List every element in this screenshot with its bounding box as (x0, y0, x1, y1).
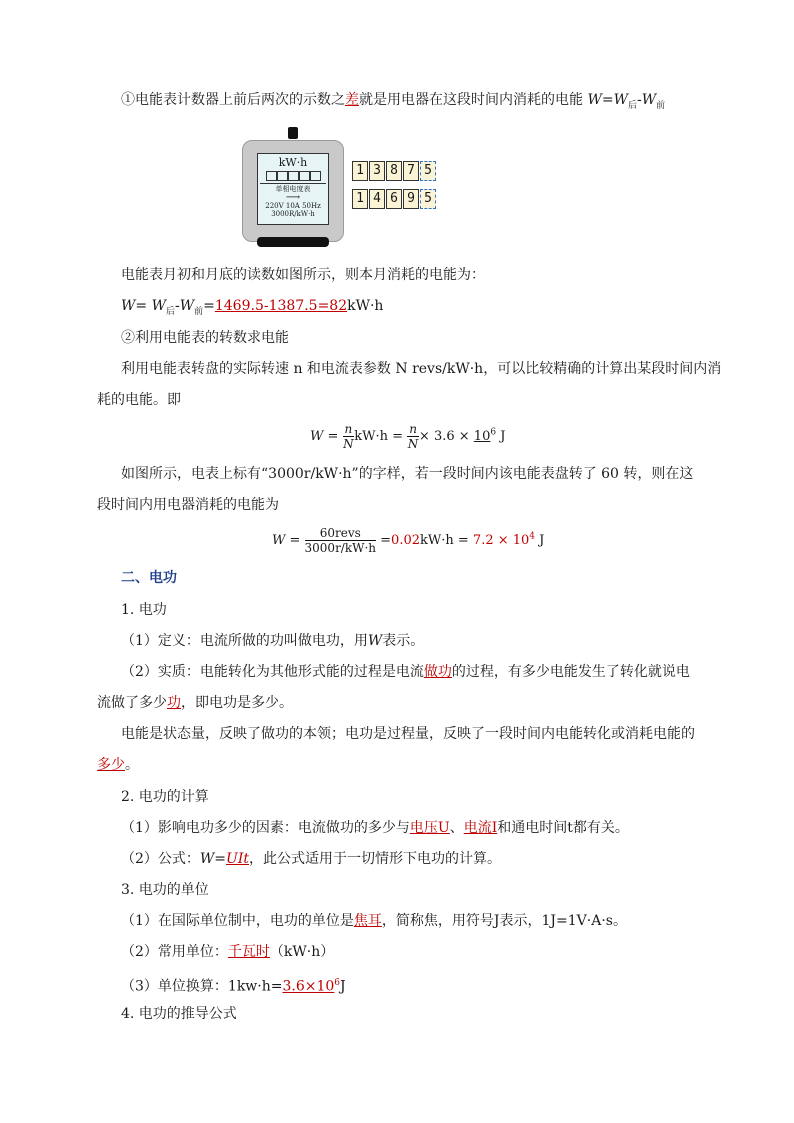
text: 10 (473, 429, 491, 444)
meter-unit: kW·h (278, 156, 308, 169)
formula: -W (636, 92, 657, 108)
text: ，简称焦，用符号J表示，1J=1V·A·s。 (381, 913, 627, 929)
fraction (407, 422, 419, 451)
paragraph: 电能表月初和月底的读数如图所示，则本月消耗的电能为： (121, 267, 485, 283)
meter-counter (258, 171, 328, 181)
essence-line (121, 662, 690, 682)
text: 就是用电器在这段时间内消耗的电能 (359, 92, 588, 108)
formula: W= (199, 851, 227, 867)
text: kW·h = (354, 429, 404, 444)
subscript: 后 (165, 306, 175, 317)
counter-cell (299, 171, 310, 181)
text: ①电能表计数器上前后两次的示数之 (121, 92, 345, 108)
text: J (340, 978, 346, 995)
subsection-heading: 2. 电功的计算 (121, 789, 209, 805)
fraction (343, 422, 355, 451)
subsection-heading: 3. 电功的单位 (121, 882, 209, 898)
digit: 1 (352, 189, 368, 209)
text: （2）常用单位： (121, 944, 228, 960)
paragraph: 如图所示，电表上标有“3000r/kW·h”的字样，若一段时间内该电能表盘转了 60 转，则在这 (121, 466, 694, 482)
electric-meter-illustration (242, 140, 344, 242)
subheading: ②利用电能表的转数求电能 (121, 330, 289, 346)
meter-face (257, 153, 329, 225)
unit-line (121, 911, 627, 931)
text: （1）影响电功多少的因素：电流做功的多少与 (121, 820, 410, 836)
text: 、 (449, 820, 464, 836)
subsection-heading: 1. 电功 (121, 602, 167, 618)
section-heading: 二、电功 (121, 570, 177, 586)
denominator: N (343, 437, 354, 451)
keyword: 3.6×10 (282, 978, 335, 995)
formula-line (121, 849, 501, 869)
numerator: n (344, 422, 353, 436)
conversion-line (121, 973, 346, 997)
text: （kW·h） (269, 944, 335, 960)
text: ，即电功是多少。 (181, 695, 293, 711)
meter-name: 单相电度表 (260, 183, 326, 194)
numerator: 60revs (305, 526, 376, 541)
superscript: 4 (529, 531, 536, 542)
keyword: 做功 (423, 664, 452, 680)
text: （2）实质：电能转化为其他形式能的过程是电流 (121, 664, 424, 680)
reading-end (352, 189, 437, 209)
denominator: 3000r/kW·h (304, 541, 376, 555)
text: × 3.6 × (418, 429, 470, 444)
text: = (380, 533, 392, 548)
unit: kW·h = (420, 533, 469, 548)
arrow-icon: ⟶ (285, 192, 301, 203)
text: 。 (125, 757, 139, 773)
digit: 9 (403, 189, 419, 209)
text: 流做了多少 (97, 695, 167, 711)
answer: 0.02 (391, 533, 420, 548)
subscript: 前 (656, 100, 666, 111)
subsection-heading: 4. 电功的推导公式 (121, 1006, 237, 1022)
formula: -W (174, 298, 195, 314)
digit: 8 (386, 161, 402, 181)
counter-cell (288, 171, 299, 181)
numerator: n (409, 422, 417, 436)
meter-spec: 3000R/kW·h (271, 210, 315, 218)
meter-spec: 220V 10A 50Hz (265, 202, 321, 210)
keyword: 电流I (463, 820, 498, 836)
subscript: 前 (194, 306, 204, 317)
paragraph-cont (97, 755, 139, 775)
text: （2）公式： (121, 851, 200, 867)
digit: 7 (403, 161, 419, 181)
text: （3）单位换算：1kw·h= (121, 978, 283, 995)
paragraph: 段时间内用电器消耗的电能为 (97, 497, 279, 513)
digit: 1 (352, 161, 368, 181)
keyword: 焦耳 (353, 913, 382, 929)
keyword: 功 (167, 695, 181, 711)
keyword: 千瓦时 (227, 944, 270, 960)
keyword: UIt (226, 851, 250, 867)
formula-example (272, 526, 544, 555)
paragraph-meter-difference (121, 90, 665, 116)
keyword-difference: 差 (345, 92, 359, 108)
factors-line (121, 818, 629, 838)
unit: kW·h (347, 298, 384, 314)
text: 和通电时间t都有关。 (497, 820, 629, 836)
calculation-answer: 1469.5-1387.5=82 (214, 298, 348, 314)
text: （1）在国际单位制中，电功的单位是 (121, 913, 354, 929)
text: ，此公式适用于一切情形下电功的计算。 (249, 851, 502, 867)
superscript: 6 (334, 978, 341, 988)
superscript: 6 (490, 427, 497, 438)
calculation-line (121, 296, 383, 322)
digit: 6 (386, 189, 402, 209)
digit: 3 (369, 161, 385, 181)
keyword: 多少 (97, 757, 125, 773)
digit-decimal: 5 (420, 161, 436, 181)
digit-decimal: 5 (420, 189, 436, 209)
formula: W = (310, 429, 339, 444)
denominator: N (407, 437, 419, 451)
paragraph: 耗的电能。即 (97, 392, 181, 408)
unit: J (539, 533, 545, 548)
text: （1）定义：电流所做的功叫做电功，用 (121, 633, 368, 649)
counter-cell (266, 171, 277, 181)
formula: W= W (121, 298, 166, 314)
text: 表示。 (382, 633, 425, 649)
common-unit-line (121, 942, 334, 962)
unit: J (500, 429, 506, 444)
fraction (305, 526, 376, 555)
counter-cell (277, 171, 288, 181)
text: = (203, 298, 215, 314)
formula: W = (272, 533, 301, 548)
paragraph: 电能是状态量，反映了做功的本领；电功是过程量，反映了一段时间内电能转化或消耗电能的 (121, 726, 695, 742)
text: 的过程，有多少电能发生了转化就说电 (451, 664, 690, 680)
digit: 4 (369, 189, 385, 209)
subscript: 后 (627, 100, 637, 111)
formula-revolutions (310, 422, 505, 451)
counter-cell (310, 171, 321, 181)
answer: 7.2 × 10 (472, 533, 530, 548)
formula: W=W (587, 92, 628, 108)
definition-line (121, 631, 424, 651)
essence-line-cont (97, 693, 293, 713)
meter-base (257, 237, 329, 247)
symbol: W (367, 633, 383, 649)
reading-start (352, 161, 437, 181)
paragraph: 利用电能表转盘的实际转速 n 和电流表参数 N revs/kW·h，可以比较精确的计算出某段时间内消 (121, 361, 722, 377)
meter-top-knob (288, 127, 298, 139)
keyword: 电压U (409, 820, 450, 836)
